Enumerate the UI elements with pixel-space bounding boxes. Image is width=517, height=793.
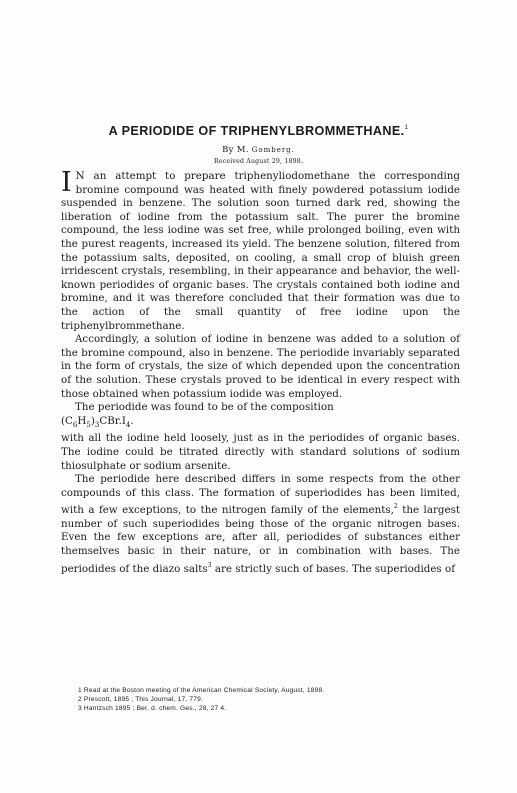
footnotes bbox=[78, 686, 460, 713]
paragraph-3: The periodide was found to be of the composition bbox=[75, 401, 334, 414]
formula-part: . bbox=[130, 414, 134, 427]
title-text: A PERIODIDE OF TRIPHENYLBROMMETHANE. bbox=[108, 124, 405, 138]
formula-part: CBr.I bbox=[99, 414, 126, 427]
paragraph-4: with all the iodine held loosely, just as in the periodides of organic bases. The iodine could be titrated directly with standard solutions of sodium thiosulphate or sodium arsenite. bbox=[61, 432, 460, 472]
article-body bbox=[61, 167, 461, 576]
paragraph-5-part-b: the largest number of such superiodides being those of the organic nitrogen bases. Even the few exceptions are, after all, periodides of substances either themselves basic in their nature, or in combination with bases. The periodides of the diazo salts bbox=[61, 504, 461, 575]
footnote-3: 3 Hantzsch 1895 ; Ber. d. chem. Ges., 28, 27 4. bbox=[78, 705, 227, 712]
formula-subscript: 5 bbox=[86, 420, 91, 429]
paragraph-2: Accordingly, a solution of iodine in benzene was added to a solution of the bromine compound, also in benzene. The periodide invariably separated in the form of crystals, the size of which depended upon the concentration of the solution. These crystals proved to be identical in every respect with those obtained when potassium iodide was employed. bbox=[61, 333, 460, 400]
author-line bbox=[0, 145, 517, 155]
paragraph-5-part-c: are strictly such of bases. The superiodides of bbox=[211, 562, 456, 575]
paragraph-5 bbox=[61, 473, 460, 576]
formula-subscript: 4 bbox=[125, 420, 131, 429]
formula-part: (C bbox=[61, 414, 73, 427]
footnote-2: 2 Prescott, 1895 ; This Journal, 17, 779. bbox=[78, 696, 204, 703]
paragraph-5-part-a: The periodide here described differs in some respects from the other compounds of this class. The formation of superiodides has been limited, with a few exceptions, to the nitrogen family of the elements, bbox=[61, 473, 460, 517]
footnote-marker-3[interactable]: 3 bbox=[207, 561, 212, 569]
received-date: Received August 29, 1898. bbox=[213, 158, 304, 165]
footnote-1: 1 Read at the Boston meeting of the American Chemical Society, August, 1898. bbox=[78, 687, 325, 694]
author-name: Gomberg. bbox=[251, 146, 295, 154]
formula-part: ) bbox=[90, 414, 95, 427]
footnote-marker-2[interactable]: 2 bbox=[393, 503, 398, 511]
formula-part: H bbox=[77, 414, 87, 427]
chemical-formula bbox=[61, 415, 460, 433]
formula-subscript: 6 bbox=[72, 420, 78, 429]
title-footnote-marker[interactable]: 1 bbox=[404, 125, 409, 131]
article-title bbox=[0, 124, 517, 138]
author-prefix: By M. bbox=[222, 145, 249, 155]
paragraph-1: IN an attempt to prepare triphenyliodomethane the corresponding bromine compound was heated with finely powdered potassium iodide suspended in benzene. The solution soon turned dark red, showing the liberation of iodine from the potassium salt. The purer the bromine compound, the less iodine was set free, while prolonged boiling, even with the purest reagents, increased its yield. The benzene solution, filtered from the potassium salts, deposited, on cooling, a small crop of bluish green irridescent crystals, resembling, in their appearance and behavior, the well-known periodides of organic bases. The crystals contained both iodine and bromine, and it was therefore concluded that their formation was due to the action of the small quantity of free iodine upon the triphenylbrommethane. bbox=[61, 167, 460, 332]
formula-subscript: 3 bbox=[94, 420, 100, 429]
